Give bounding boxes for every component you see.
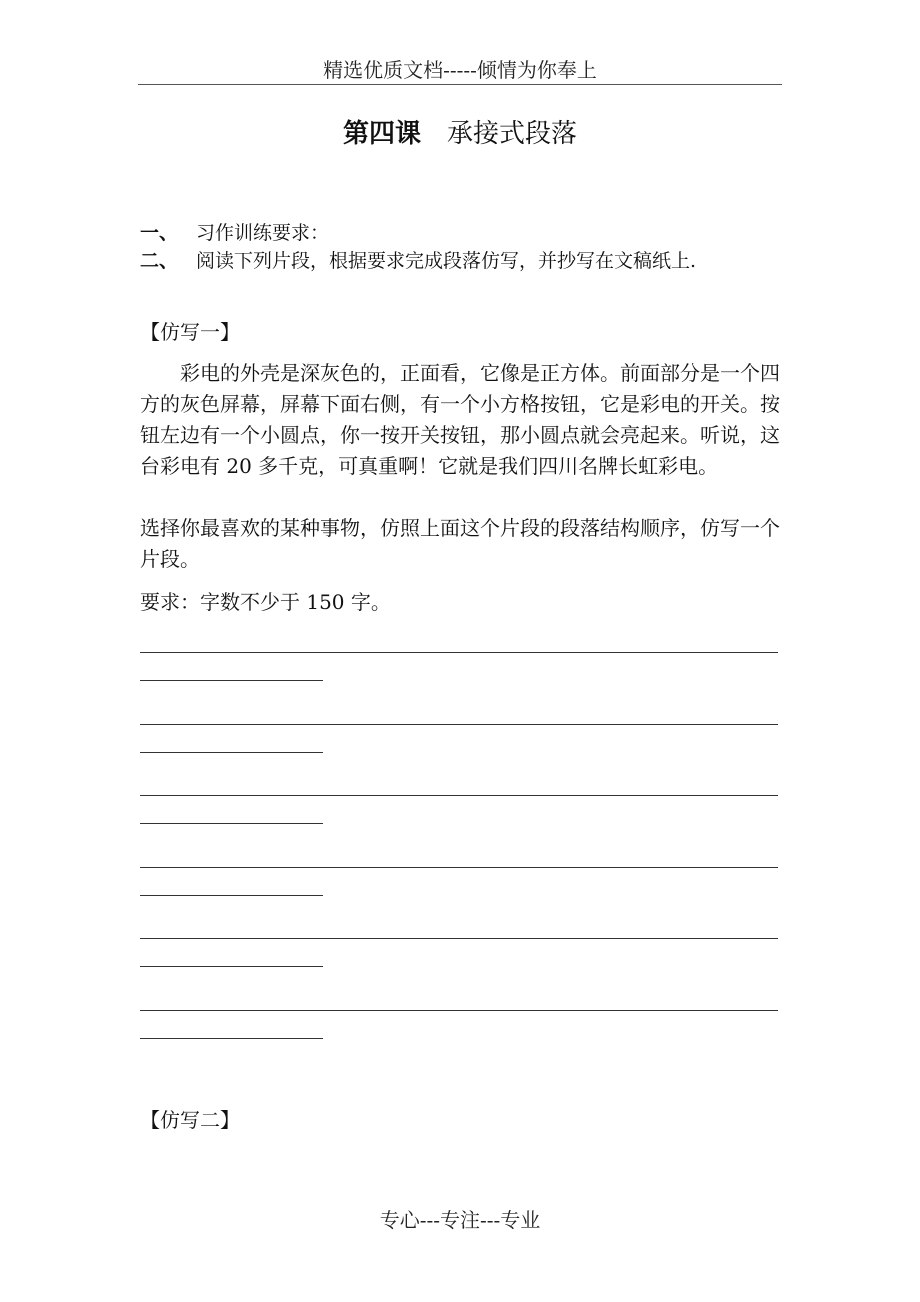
header-rule [138,84,782,85]
writing-line[interactable] [138,851,782,923]
exercise-1-heading: 【仿写一】 [140,320,240,344]
page-footer: 专心---专注---专业 [379,1208,541,1232]
writing-line[interactable] [138,922,782,994]
requirement-number: 二、 [140,250,179,272]
writing-line[interactable] [138,779,782,851]
writing-line[interactable] [138,994,782,1066]
writing-line[interactable] [138,708,782,780]
exercise-2-heading: 【仿写二】 [140,1108,240,1132]
page-header: 精选优质文档-----倾情为你奉上 [323,58,597,82]
writing-line[interactable] [138,636,782,708]
exercise-1-passage: 彩电的外壳是深灰色的，正面看，它像是正方体。前面部分是一个四方的灰色屏幕，屏幕下面右侧，有一个小方格按钮，它是彩电的开关。按钮左边有一个小圆点，你一按开关按钮，那小圆点就会亮起来。听说，这台彩电有 20 多千克，可真重啊！它就是我们四川名牌长虹彩电。 [140,361,780,478]
lesson-title-sub: 承接式段落 [447,119,578,149]
requirement-text: 阅读下列片段，根据要求完成段落仿写，并抄写在文稿纸上. [196,250,697,272]
exercise-1-requirement: 要求：字数不少于 150 字。 [140,590,391,614]
lesson-title-main: 第四课 [342,119,421,149]
writing-lines [138,636,782,1066]
requirement-item-1 [140,218,329,245]
lesson-title [0,113,920,150]
requirement-item-2 [140,246,696,273]
requirement-text: 习作训练要求： [196,222,330,244]
requirement-number: 一、 [140,222,179,244]
exercise-1-instruction: 选择你最喜欢的某种事物，仿照上面这个片段的段落结构顺序，仿写一个片段。 [140,516,780,571]
